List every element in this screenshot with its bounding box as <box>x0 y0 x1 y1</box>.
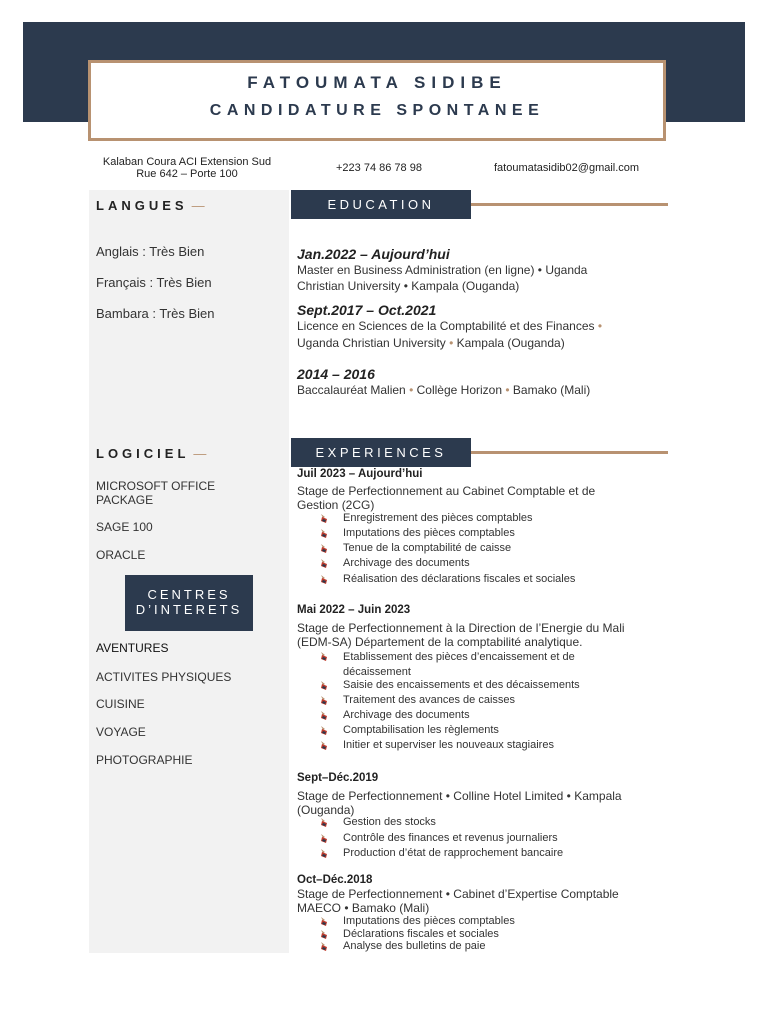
task-text: Imputations des pièces comptables <box>343 915 515 927</box>
education-date: 2014 – 2016 <box>297 366 375 382</box>
language-item: Anglais : Très Bien <box>96 244 205 259</box>
separator-dot: • <box>449 336 454 350</box>
software-item: SAGE 100 <box>96 520 153 534</box>
experience-date: Sept–Déc.2019 <box>297 772 379 784</box>
task-text: Analyse des bulletins de paie <box>343 940 486 952</box>
address-line1: Kalaban Coura ACI Extension Sud <box>102 156 272 168</box>
task-text: Réalisation des déclarations fiscales et sociales <box>343 573 576 585</box>
arrow-bullet-icon <box>320 696 328 705</box>
education-date: Jan.2022 – Aujourd’hui <box>297 246 450 262</box>
arrow-bullet-icon <box>320 575 328 584</box>
arrow-bullet-icon <box>320 942 328 951</box>
arrow-bullet-icon <box>320 849 328 858</box>
document-subtitle: CANDIDATURE SPONTANEE <box>209 102 545 119</box>
experience-description <box>297 789 662 817</box>
separator-dot: • <box>597 319 603 333</box>
task-text: Déclarations fiscales et sociales <box>343 928 499 940</box>
arrow-bullet-icon <box>320 917 328 926</box>
experiences-heading-line <box>471 451 668 454</box>
language-item: Français : Très Bien <box>96 275 212 290</box>
arrow-bullet-icon <box>320 681 328 690</box>
arrow-bullet-icon <box>320 741 328 750</box>
experience-line: Stage de Perfectionnement au Cabinet Comptable et de <box>297 484 596 498</box>
education-school: Uganda Christian University <box>297 336 446 350</box>
separator-dot: • <box>505 383 510 397</box>
task-text: Tenue de la comptabilité de caisse <box>343 542 512 554</box>
experience-description <box>297 621 662 649</box>
interest-item: AVENTURES <box>96 641 169 655</box>
languages-title: LANGUES <box>96 198 188 213</box>
task-text: Imputations des pièces comptables <box>343 527 515 539</box>
arrow-bullet-icon <box>320 711 328 720</box>
experience-date: Mai 2022 – Juin 2023 <box>297 604 411 616</box>
separator-dot: • <box>409 383 414 397</box>
email: fatoumatasidib02@gmail.com <box>494 162 640 174</box>
task-text: Traitement des avances de caisses <box>343 694 516 706</box>
experience-line: Stage de Perfectionnement • Colline Hotel Limited • Kampala <box>297 789 622 803</box>
experience-description <box>297 484 662 512</box>
interests-title-line2: D’INTERETS <box>135 602 243 617</box>
arrow-bullet-icon <box>320 559 328 568</box>
education-degree: Baccalauréat Malien <box>297 383 406 397</box>
task-text: Archivage des documents <box>343 709 470 721</box>
arrow-bullet-icon <box>320 818 328 827</box>
task-text: Etablissement des pièces d’encaissement et de décaissement <box>343 651 575 678</box>
education-desc <box>297 382 657 398</box>
name-box <box>88 60 666 141</box>
experiences-heading: EXPERIENCES <box>291 438 471 467</box>
task-text: Comptabilisation les règlements <box>343 724 499 736</box>
interest-item: CUISINE <box>96 697 145 711</box>
experience-date: Juil 2023 – Aujourd’hui <box>297 468 423 480</box>
task-text: Initier et superviser les nouveaux stagiaires <box>343 739 554 751</box>
experience-line: MAECO • Bamako (Mali) <box>297 901 430 915</box>
arrow-bullet-icon <box>320 544 328 553</box>
phone: +223 74 86 78 98 <box>336 162 422 174</box>
heading-dash: — <box>193 446 207 461</box>
education-desc <box>297 318 657 351</box>
education-school: Collège Horizon <box>416 383 503 397</box>
arrow-bullet-icon <box>320 529 328 538</box>
arrow-bullet-icon <box>320 930 328 939</box>
candidate-name: FATOUMATA SIDIBE <box>247 73 507 92</box>
arrow-bullet-icon <box>320 834 328 843</box>
task-text: Enregistrement des pièces comptables <box>343 512 533 524</box>
interests-title-line1: CENTRES <box>147 587 231 602</box>
experience-description <box>297 887 662 915</box>
task-text: Archivage des documents <box>343 557 470 569</box>
experience-line: Gestion (2CG) <box>297 498 375 512</box>
heading-dash: — <box>191 198 205 213</box>
software-item: ORACLE <box>96 548 146 562</box>
experience-date: Oct–Déc.2018 <box>297 874 373 886</box>
experience-line: (Ouganda) <box>297 803 355 817</box>
experience-line: (EDM-SA) Département de la comptabilité analytique. <box>297 635 583 649</box>
software-heading <box>96 446 206 461</box>
arrow-bullet-icon <box>320 726 328 735</box>
interest-item: PHOTOGRAPHIE <box>96 753 193 767</box>
education-heading: EDUCATION <box>291 190 471 219</box>
address-line2: Rue 642 – Porte 100 <box>136 168 238 180</box>
task-text: Production d’état de rapprochement bancaire <box>343 847 564 859</box>
languages-heading <box>96 198 205 213</box>
task-text: Saisie des encaissements et des décaissements <box>343 679 580 691</box>
task-text: Contrôle des finances et revenus journaliers <box>343 832 558 844</box>
language-item: Bambara : Très Bien <box>96 306 215 321</box>
education-location: Kampala (Ouganda) <box>456 336 565 350</box>
interests-heading-box <box>125 575 253 631</box>
experience-line: Stage de Perfectionnement • Cabinet d’Expertise Comptable <box>297 887 619 901</box>
address <box>96 156 278 180</box>
education-date: Sept.2017 – Oct.2021 <box>297 302 437 318</box>
interest-item: ACTIVITES PHYSIQUES <box>96 670 232 684</box>
software-title: LOGICIEL <box>96 446 190 461</box>
task-text: Gestion des stocks <box>343 816 436 828</box>
education-desc <box>297 262 657 294</box>
sidebar <box>89 190 289 953</box>
interest-item: VOYAGE <box>96 725 146 739</box>
education-location: Bamako (Mali) <box>512 383 591 397</box>
education-line: Master en Business Administration (en ligne) • Uganda <box>297 263 588 277</box>
education-line: Licence en Sciences de la Comptabilité et des Finances <box>297 319 595 333</box>
education-line: Christian University • Kampala (Ouganda) <box>297 279 520 293</box>
arrow-bullet-icon <box>320 514 328 523</box>
software-item: MICROSOFT OFFICE PACKAGE <box>96 479 216 507</box>
education-heading-line <box>471 203 668 206</box>
experience-line: Stage de Perfectionnement à la Direction de l’Energie du Mali <box>297 621 625 635</box>
arrow-bullet-icon <box>320 652 328 661</box>
